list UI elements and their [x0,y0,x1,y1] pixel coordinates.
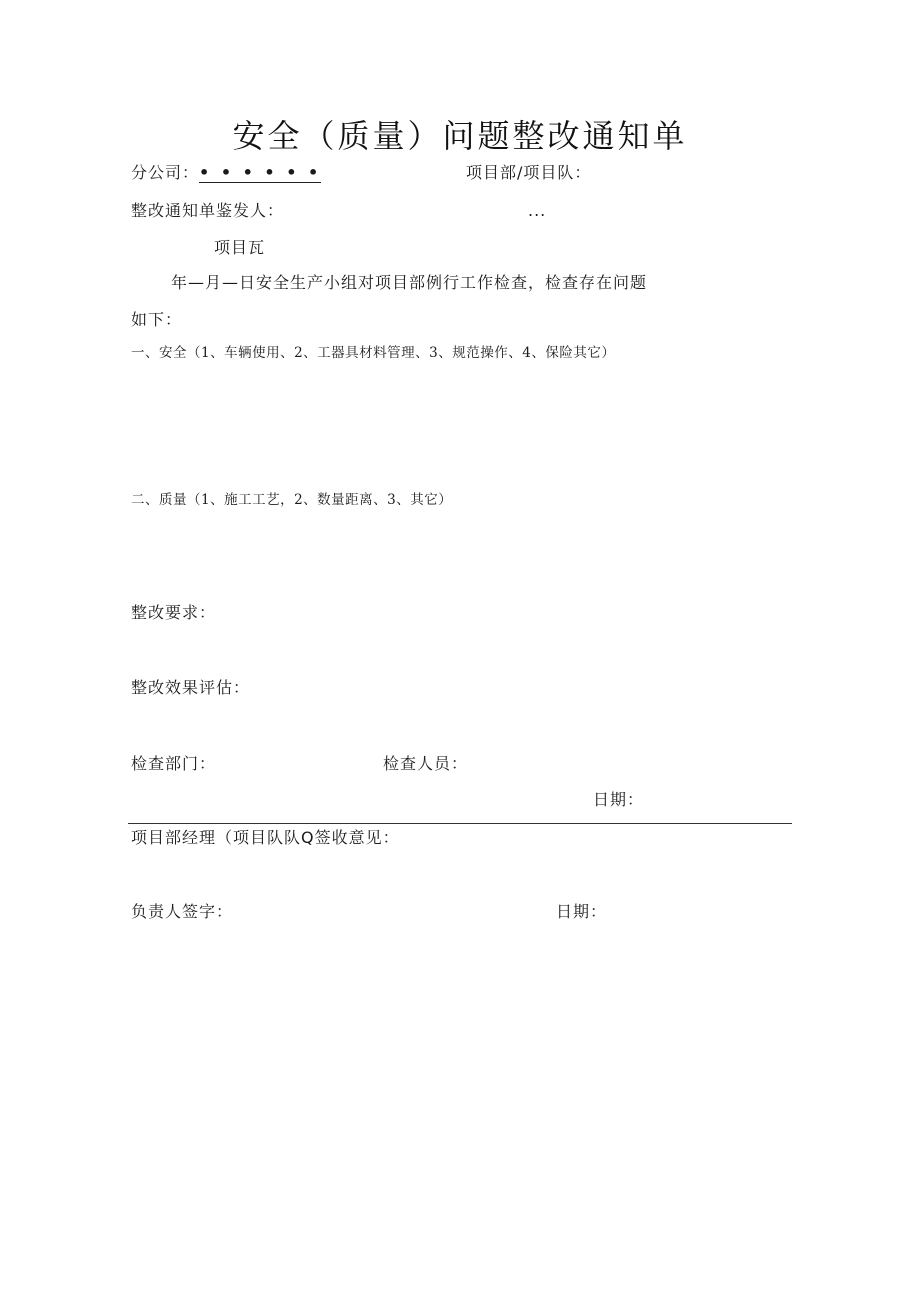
signature-date-label: 日期： [556,902,608,921]
inspection-dept-label: 检查部门： [131,754,217,773]
branch-company-field [131,165,321,183]
branch-company-value: • • • • • • [199,163,322,182]
rectification-requirement-label: 整改要求： [131,603,217,622]
project-line: 项目瓦 [214,238,266,257]
issuer-label: 整改通知单鉴发人： [131,201,285,220]
issuer-value: ... [528,201,547,220]
branch-company-label: 分公司： [131,163,200,182]
section-quality-heading: 二、质量（1、施工工艺，2、数量距离、3、其它） [131,492,453,508]
rectification-evaluation-label: 整改效果评估： [131,678,251,697]
document-title: 安全（质量）问题整改通知单 [232,117,688,155]
project-dept-label: 项目部/项目队： [466,163,592,182]
separator-line [128,823,792,824]
intro-line-1: 年—月—日安全生产小组对项目部例行工作检查，检查存在问题 [171,273,648,292]
section-safety-heading: 一、安全（1、车辆使用、2、工器具材料管理、3、规范操作、4、保险其它） [131,345,616,361]
responsible-signature-label: 负责人签字： [131,902,234,921]
intro-line-2: 如下： [131,310,183,329]
inspection-date-label: 日期： [593,790,645,809]
inspector-label: 检查人员： [383,754,469,773]
manager-opinion-label: 项目部经理（项目队队Q签收意见： [131,828,400,847]
